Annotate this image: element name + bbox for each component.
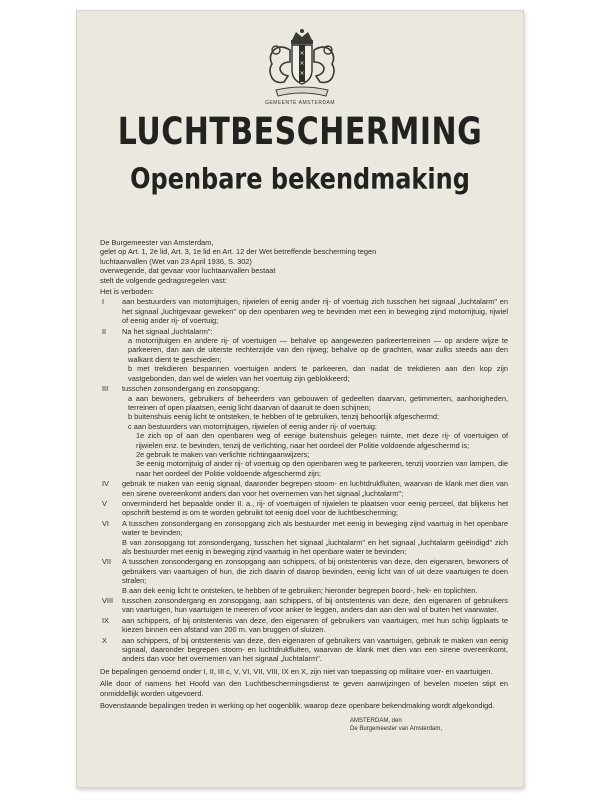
intro-line: luchtaanvallen (Wet van 23 April 1936, S. 302) xyxy=(100,256,252,266)
intro-line: gelet op Art. 1, 2e lid, Art. 3, 1e lid en Art. 12 der Wet betreffende bescherming tegen xyxy=(100,247,377,257)
article-subclause: 3e eenig motorrijtuig of ander rij- of voertuig op den openbaren weg te parkeeren, tenzij voorzien van lampen, die naar het oordeel der Politie voldoende afgeschermd zijn; xyxy=(136,459,508,478)
article-number: VI xyxy=(102,518,109,528)
article-iv xyxy=(100,479,508,498)
prohibited-heading: Het is verboden: xyxy=(100,287,154,297)
article-subclause: a aan bewoners, gebruikers of beheerders van gebouwen of gedeelten daarvan, getimmerten, aanhorigheden, terreinen of open plaatsen, eenig licht daarvan of daaruit te doen schijnen; xyxy=(128,393,508,412)
article-subclause: b buitenshuis eenig licht te ontsteken, te hebben of te gebruiken, tenzij behoorlijk afgeschermd; xyxy=(128,412,440,422)
signature-place: AMSTERDAM, den xyxy=(350,717,402,724)
article-text: tusschen zonsondergang en zonsopgang, aan schippers, of bij ontstentenis van deze, den eigenaren of gebruikers van vaartuigen, hun vaartuigen te meeren of voor anker te leggen, anders dan aan den wal of buiten het vaarwater. xyxy=(122,596,508,615)
article-v xyxy=(100,499,508,518)
decree-body xyxy=(100,238,508,733)
intro-line: De Burgemeester van Amsterdam, xyxy=(100,238,214,247)
article-subclause: c aan bestuurders van motorrijtuigen, rijwielen of eenig ander rij- of voertuig: xyxy=(128,421,377,431)
article-vii xyxy=(100,557,508,595)
intro-block xyxy=(100,238,508,285)
article-text: A tusschen zonsondergang en zonsopgang zich als bestuurder met eenig in beweging zijnd vaartuig in het openbare water te bevinden; xyxy=(122,518,508,538)
article-iii xyxy=(100,384,508,478)
signature-signer: De Burgemeester van Amsterdam, xyxy=(350,725,443,732)
article-text: gebruik te maken van eenig signaal, daaronder begrepen stoom- en luchtdrukfluiten, waarvan de klank met dien van een sirene overeenkomt anders dan voor het overnemen van het signaal „luchtalarm"; xyxy=(122,479,508,498)
article-number: V xyxy=(102,498,107,508)
poster xyxy=(76,10,524,788)
article-text: B aan dek eenig licht te ontsteken, te hebben of te gebruiken; hieronder begrepen boord-, hek- en toplichten. xyxy=(122,585,478,595)
amsterdam-coat-of-arms-icon xyxy=(258,26,346,102)
article-text: A tusschen zonsondergang en zonsopgang aan schippers, of bij ontstentenis van deze, den eigenaren, bewoners of gebruikers van vaartuigen of hun, die zich daarin of daarop bevinden, eenig licht van of uit deze vaartuigen te doen stralen; xyxy=(122,557,508,586)
intro-line: overwegende, dat gevaar voor luchtaanvallen bestaat xyxy=(100,266,276,276)
article-number: VIII xyxy=(102,596,114,606)
article-ii xyxy=(100,327,508,383)
svg-text:×: × xyxy=(299,60,305,67)
article-number: III xyxy=(102,384,109,394)
article-text: aan schippers, of bij ontstentenis van deze, den eigenaren of gebruikers van vaartuigen, gebruik te maken van eenig signaal, daaronder begrepen stoom- en luchtdrukfluiten, waarvan de klank met dien van een sirene overeenkomt, anders dan voor het overnemen van het signaal „luchtalarm". xyxy=(122,635,508,664)
article-text: Na het signaal „luchtalarm": xyxy=(122,326,213,336)
article-ix xyxy=(100,616,508,635)
signature-block xyxy=(100,717,508,733)
article-i xyxy=(100,297,508,325)
article-viii xyxy=(100,596,508,615)
crest-ribbon-label: GEMEENTE AMSTERDAM xyxy=(264,100,336,106)
article-number: II xyxy=(102,326,107,336)
article-number: I xyxy=(102,297,105,307)
closing-paragraph: Bovenstaande bepalingen treden in werking op het oogenblik, waarop deze openbare bekendmaking wordt afgekondigd. xyxy=(100,701,495,711)
intro-line: stelt de volgende gedragsregelen vast: xyxy=(100,275,227,285)
poster-title: LUCHTBESCHERMING xyxy=(117,110,483,154)
article-number: IV xyxy=(102,479,109,489)
article-subclause: 2e gebruik te maken van verlichte richtingaanwijzers; xyxy=(136,449,310,459)
article-text: aan schippers, of bij ontstentenis van deze, den eigenaren of gebruikers van vaartuigen, met hun schip ligplaats te kiezen binnen een afstand van 200 m. van bruggen of sluizen. xyxy=(122,615,508,635)
closing-paragraph: De bepalingen genoemd onder I, II, III c, V, VI, VII, VIII, IX en X, zijn niet van toepassing op militaire voer- en vaartuigen. xyxy=(100,666,493,676)
article-text: tusschen zonsondergang en zonsopgang: xyxy=(122,384,260,394)
article-number: X xyxy=(102,635,107,645)
article-vi xyxy=(100,519,508,557)
article-text: B van zonsopgang tot zonsondergang, tusschen het signaal „luchtalarm" en het signaal „luchtalarm geëindigd" zich als bestuurder met eenig in beweging zijnd vaartuig in het openbare water te bevinden; xyxy=(122,537,508,556)
article-subclause: 1e zich op of aan den openbaren weg of eenige buitenshuis gelegen ruimte, met deze rij- of voertuigen of rijwielen enz. te bevinden, tenzij de verlichting, naar het oordeel der Politie voldoende afgeschermd is; xyxy=(136,431,508,450)
poster-subtitle: Openbare bekendmaking xyxy=(130,162,470,196)
closing-paragraph: Alle door of namens het Hoofd van den Luchtbeschermingsdienst te geven aanwijzingen of bevelen moeten stipt en onmiddellijk worden uitgevoerd. xyxy=(100,679,508,698)
svg-text:×: × xyxy=(299,50,305,57)
article-number: IX xyxy=(102,615,109,625)
article-subclause: b met trekdieren bespannen voertuigen anders te parkeeren, dan nadat de trekdieren aan den kop zijn vastgebonden, dan wel de wielen van het voertuig zijn geblokkeerd; xyxy=(128,364,508,383)
article-text: onverminderd het bepaalde onder II. a., rij- of voertuigen of rijwielen te plaatsen voor eenig perceel, dat blijkens het opschrift bestemd is om te worden gebruikt tot eenig doel voor de luchtbescherming; xyxy=(122,498,508,518)
article-number: VII xyxy=(102,557,112,567)
article-x xyxy=(100,636,508,664)
article-subclause: a motorrijtuigen en andere rij- of voertuigen — behalve op aangewezen parkeerterreinen — op andere wijze te parkeeren, dan aan de uiterste rechterzijde van den rijweg; behalve op de grachten, waar zulks steeds aan den walkant dient te geschieden; xyxy=(128,336,508,364)
article-text: aan bestuurders van motorrijtuigen, rijwielen of eenig ander rij- of voertuig zich tusschen het signaal „luchtalarm" en het signaal „luchtgevaar geweken" op den openbaren weg te bevinden met een in beweging zijnd motorrijtuig, rijwiel of eenig ander rij- of voertuig; xyxy=(122,297,508,326)
svg-text:×: × xyxy=(299,70,305,77)
